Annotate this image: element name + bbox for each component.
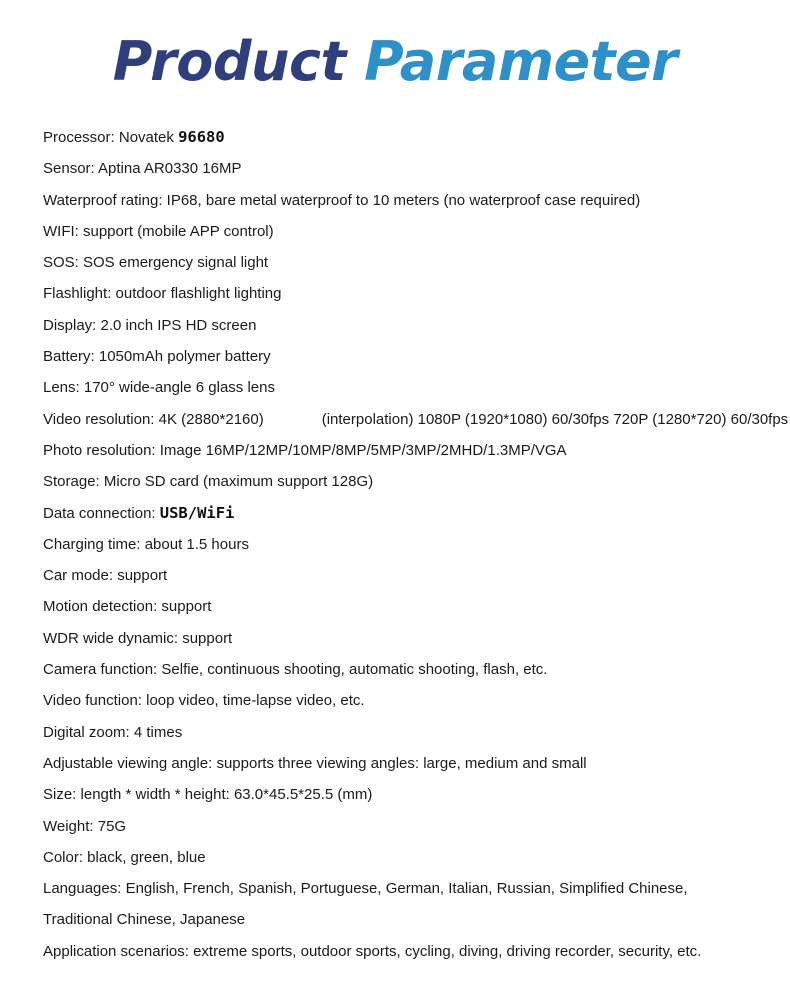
- param-value: USB/WiFi: [159, 503, 235, 522]
- param-charging-time: [43, 529, 788, 560]
- param-label: WIFI: support (mobile APP control): [43, 222, 274, 240]
- param-digital-zoom: [43, 717, 788, 748]
- param-viewing-angle: [43, 748, 788, 779]
- param-value: 96680: [178, 128, 225, 146]
- title-word-product: Product: [112, 30, 346, 93]
- parameter-list: [43, 122, 788, 967]
- param-languages: [43, 873, 788, 904]
- param-size: [43, 779, 788, 810]
- param-car-mode: [43, 560, 788, 591]
- param-label: Data connection:: [43, 504, 156, 522]
- param-sos: [43, 247, 788, 278]
- param-video-function: [43, 685, 788, 716]
- param-label: Adjustable viewing angle: supports three viewing angles: large, medium and small: [43, 754, 587, 772]
- param-label: Sensor: Aptina AR0330 16MP: [43, 160, 242, 178]
- param-wifi: [43, 216, 788, 247]
- param-wdr: [43, 623, 788, 654]
- param-data-connection: [43, 498, 788, 529]
- param-label: Battery: 1050mAh polymer battery: [43, 348, 271, 366]
- param-sensor: [43, 153, 788, 184]
- param-storage: [43, 466, 788, 497]
- param-label: Storage: Micro SD card (maximum support 128G): [43, 473, 374, 491]
- param-label: Color: black, green, blue: [43, 848, 206, 866]
- param-camera-function: [43, 654, 788, 685]
- param-label: Digital zoom: 4 times: [43, 723, 183, 741]
- param-label: Video resolution: 4K (2880*2160): [43, 410, 264, 428]
- param-application-scenarios: [43, 936, 788, 967]
- param-flashlight: [43, 278, 788, 309]
- param-photo-resolution: [43, 435, 788, 466]
- param-label: Processor: Novatek: [43, 129, 174, 146]
- param-label: Charging time: about 1.5 hours: [43, 535, 249, 553]
- param-label: Motion detection: support: [43, 598, 212, 616]
- param-video-resolution: [43, 404, 788, 435]
- param-processor: [43, 122, 788, 153]
- param-weight: [43, 811, 788, 842]
- param-label: SOS: SOS emergency signal light: [43, 254, 269, 272]
- param-waterproof-rating: [43, 185, 788, 216]
- param-label: Size: length * width * height: 63.0*45.5*25.5 (mm): [43, 786, 373, 804]
- param-battery: [43, 341, 788, 372]
- param-label: Flashlight: outdoor flashlight lighting: [43, 285, 282, 303]
- param-label: Lens: 170° wide-angle 6 glass lens: [43, 379, 275, 397]
- param-display: [43, 310, 788, 341]
- param-label: Languages: English, French, Spanish, Portuguese, German, Italian, Russian, Simplified Chinese,: [43, 880, 688, 898]
- param-label: Weight: 75G: [43, 817, 127, 835]
- param-value: (interpolation) 1080P (1920*1080) 60/30fps 720P (1280*720) 60/30fps: [321, 410, 788, 428]
- page-title: [0, 26, 790, 98]
- param-label: Traditional Chinese, Japanese: [43, 911, 246, 929]
- param-label: Camera function: Selfie, continuous shooting, automatic shooting, flash, etc.: [43, 661, 548, 679]
- param-languages-continued: [43, 904, 788, 935]
- param-label: Car mode: support: [43, 567, 168, 585]
- title-word-parameter: Parameter: [364, 30, 678, 93]
- param-label: Application scenarios: extreme sports, outdoor sports, cycling, diving, driving recorder, security, etc.: [43, 942, 702, 960]
- param-label: Photo resolution: Image 16MP/12MP/10MP/8MP/5MP/3MP/2MHD/1.3MP/VGA: [43, 441, 567, 459]
- param-motion-detection: [43, 591, 788, 622]
- param-lens: [43, 372, 788, 403]
- param-label: Waterproof rating: IP68, bare metal waterproof to 10 meters (no waterproof case required): [43, 191, 641, 209]
- param-color: [43, 842, 788, 873]
- param-label: WDR wide dynamic: support: [43, 629, 233, 647]
- param-label: Display: 2.0 inch IPS HD screen: [43, 316, 257, 334]
- param-label: Video function: loop video, time-lapse video, etc.: [43, 692, 365, 710]
